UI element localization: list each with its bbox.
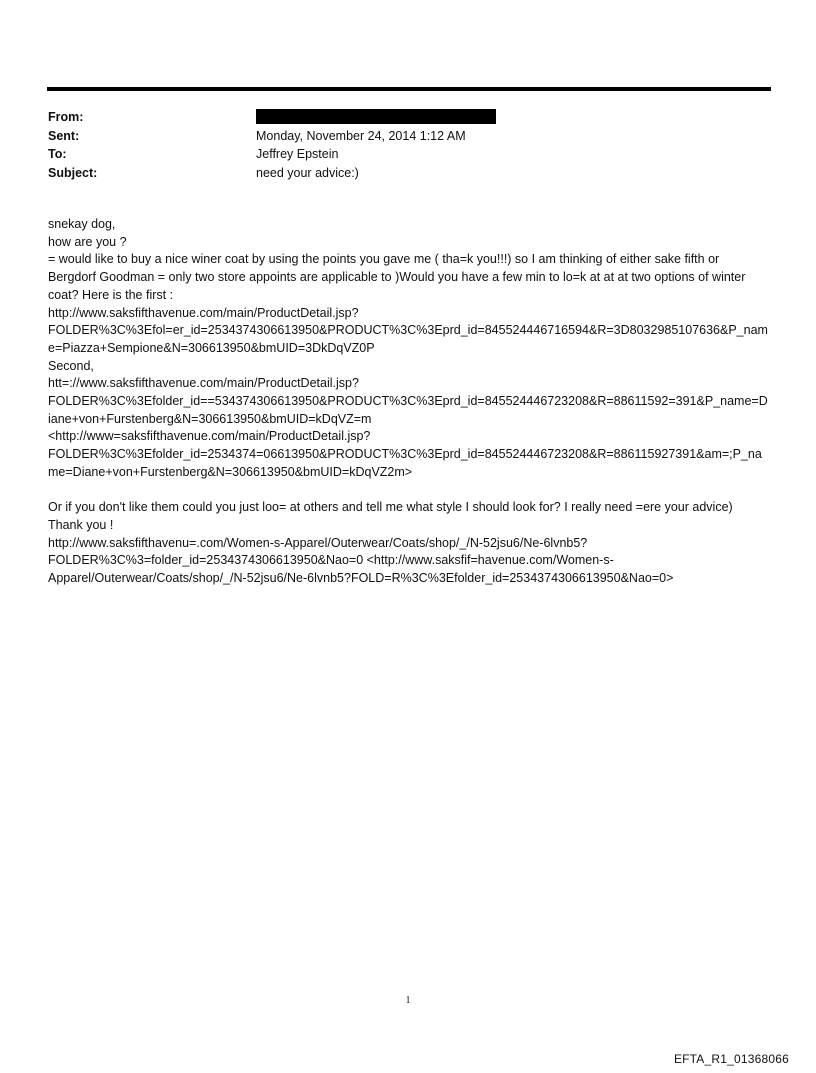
email-header xyxy=(48,108,768,182)
sent-value: Monday, November 24, 2014 1:12 AM xyxy=(256,128,466,143)
to-value: Jeffrey Epstein xyxy=(256,147,339,161)
from-label: From: xyxy=(48,110,84,124)
body-paragraph-2: Or if you don't like them could you just loo= at others and tell me what style I should look for? I really need =ere your advice) Thank you ! xyxy=(48,500,733,532)
product-link-2: htt=://www.saksfifthavenue.com/main/ProductDetail.jsp?FOLDER%3C%3Efolder_id==534374306613950&PRODUCT%3C%3Eprd_id=845524446723208&R=88611592=391&P_name=Diane+von+Furstenberg&N=306613950&bmUID=kDqVZ=m xyxy=(48,376,768,426)
redaction-bar xyxy=(256,109,496,124)
to-row xyxy=(48,145,768,164)
from-row xyxy=(48,108,768,127)
category-link: http://www.saksfifthavenu=.com/Women-s-Apparel/Outerwear/Coats/shop/_/N-52jsu6/Ne-6lvnb5?FOLDER%3C%3=folder_id=2534374306613950&Nao=0 <http://www.saksfif=havenue.com/Women-s-Apparel/Outerwear/Coats/shop/_/N-52jsu6/Ne-6lvnb5?FOLD=R%3C%3Efolder_id=2534374306613950&Nao=0> xyxy=(48,535,674,586)
sent-row xyxy=(48,127,768,146)
body-paragraph: = would like to buy a nice winer coat by using the points you gave me ( tha=k you!!!) so I am thinking of either sake fifth or Bergdorf Goodman = only two store appoints are applicable to )Would you have a few min to lo=k at at at two options of winter coat? Here is the first : xyxy=(48,252,746,302)
subject-row xyxy=(48,164,768,183)
header-divider xyxy=(47,87,771,91)
page-number: 1 xyxy=(405,995,411,1006)
sent-label: Sent: xyxy=(48,128,80,143)
paragraph-gap xyxy=(48,482,770,500)
email-body xyxy=(48,216,770,588)
product-link-1: http://www.saksfifthavenue.com/main/ProductDetail.jsp?FOLDER%3C%3Efol=er_id=2534374306613950&PRODUCT%3C%3Eprd_id=845524446716594&R=3D8032985107636&P_name=Piazza+Sempione&N=306613950&bmUID=3DkDqVZ0P xyxy=(48,305,768,355)
product-link-3: <http://www=saksfifthavenue.com/main/ProductDetail.jsp?FOLDER%3C%3Efolder_id=2534374=06613950&PRODUCT%3C%3Eprd_id=845524446723208&R=886115927391&am=;P_name=Diane+von+Furstenberg&N=306613950&bmUID=kDqVZ2m> xyxy=(48,429,762,479)
from-value xyxy=(256,108,768,127)
document-id: EFTA_R1_01368066 xyxy=(673,1052,789,1066)
second-label: Second, xyxy=(48,358,94,373)
body-line: how are you ? xyxy=(48,234,127,249)
subject-label: Subject: xyxy=(48,165,98,180)
greeting: snekay dog, xyxy=(48,217,116,231)
to-label: To: xyxy=(48,147,67,161)
subject-value: need your advice:) xyxy=(256,165,359,180)
